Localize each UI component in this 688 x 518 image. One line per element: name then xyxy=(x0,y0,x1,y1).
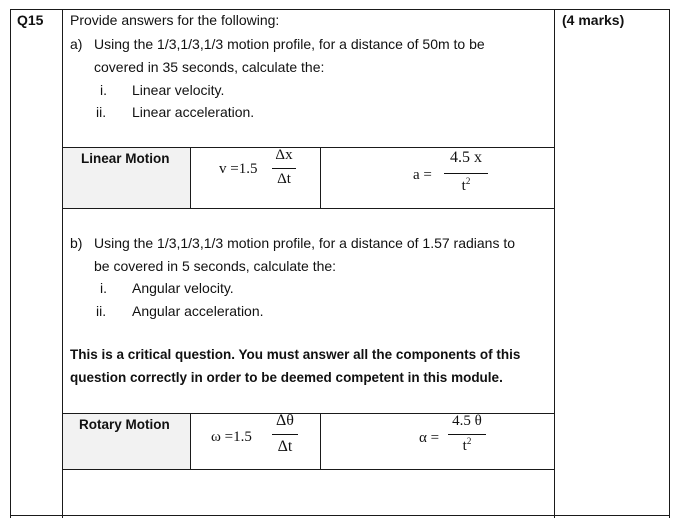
rotary-acceleration-lhs: α = xyxy=(419,430,440,446)
rotary-acceleration-numerator: 4.5 θ xyxy=(452,413,482,429)
rotary-motion-label: Rotary Motion xyxy=(79,417,170,432)
rotary-acceleration-fraction xyxy=(446,413,488,461)
linear-acceleration-lhs: a = xyxy=(413,167,432,183)
linear-divider-1 xyxy=(190,147,191,209)
linear-acceleration-numerator: 4.5 x xyxy=(450,149,482,166)
part-a-item-2-number: ii. xyxy=(96,104,107,120)
linear-table-bottom xyxy=(62,208,555,209)
part-b-item-1-text: Angular velocity. xyxy=(132,280,234,296)
part-b-item-1-number: i. xyxy=(100,280,107,296)
part-a-line-2: covered in 35 seconds, calculate the: xyxy=(94,59,325,75)
part-b-item-2-text: Angular acceleration. xyxy=(132,303,264,319)
critical-note-line-2: question correctly in order to be deemed competent in this module. xyxy=(70,370,503,385)
part-b-line-1: Using the 1/3,1/3,1/3 motion profile, for a distance of 1.57 radians to xyxy=(94,235,516,251)
linear-velocity-numerator: Δx xyxy=(275,147,293,163)
part-a-item-1-number: i. xyxy=(100,82,107,98)
linear-velocity-fraction-bar xyxy=(272,168,296,169)
part-b-item-2-number: ii. xyxy=(96,303,107,319)
linear-acceleration-denominator: $t^2$ xyxy=(461,176,471,194)
linear-velocity-lhs: v =1.5 xyxy=(219,161,258,177)
rotary-acceleration-fraction-bar xyxy=(448,434,486,435)
critical-note-line-1: This is a critical question. You must answer all the components of this xyxy=(70,347,521,362)
rotary-acceleration-denominator: $t^2$ xyxy=(462,436,472,454)
linear-velocity-fraction xyxy=(270,147,298,195)
part-a-item-1-text: Linear velocity. xyxy=(132,82,225,98)
rotary-velocity-lhs: ω =1.5 xyxy=(211,429,252,445)
rotary-velocity-denominator: Δt xyxy=(277,438,293,455)
part-a-line-1: Using the 1/3,1/3,1/3 motion profile, for a distance of 50m to be xyxy=(94,36,485,52)
table-left-border xyxy=(10,9,11,518)
part-a-label: a) xyxy=(70,36,83,52)
rotary-velocity-fraction xyxy=(270,412,300,462)
question-number: Q15 xyxy=(17,12,44,28)
col-divider-right xyxy=(554,9,555,518)
intro-text: Provide answers for the following: xyxy=(70,12,280,28)
linear-motion-label: Linear Motion xyxy=(81,151,170,166)
linear-divider-2 xyxy=(320,147,321,209)
linear-acceleration-fraction xyxy=(442,149,490,201)
part-a-item-2-text: Linear acceleration. xyxy=(132,104,255,120)
linear-acceleration-fraction-bar xyxy=(444,173,488,174)
rotary-table-bottom xyxy=(62,469,555,470)
linear-table-top xyxy=(62,147,555,148)
marks-label: (4 marks) xyxy=(562,12,625,28)
table-bottom-border xyxy=(10,515,670,516)
rotary-velocity-fraction-bar xyxy=(272,434,298,435)
part-b-label: b) xyxy=(70,235,83,251)
rotary-divider-1 xyxy=(190,413,191,470)
rotary-velocity-numerator: Δθ xyxy=(276,412,294,429)
linear-velocity-denominator: Δt xyxy=(277,171,291,187)
part-b-line-2: be covered in 5 seconds, calculate the: xyxy=(94,258,337,274)
table-top-border xyxy=(10,9,670,10)
rotary-divider-2 xyxy=(320,413,321,470)
table-right-border xyxy=(669,9,670,518)
